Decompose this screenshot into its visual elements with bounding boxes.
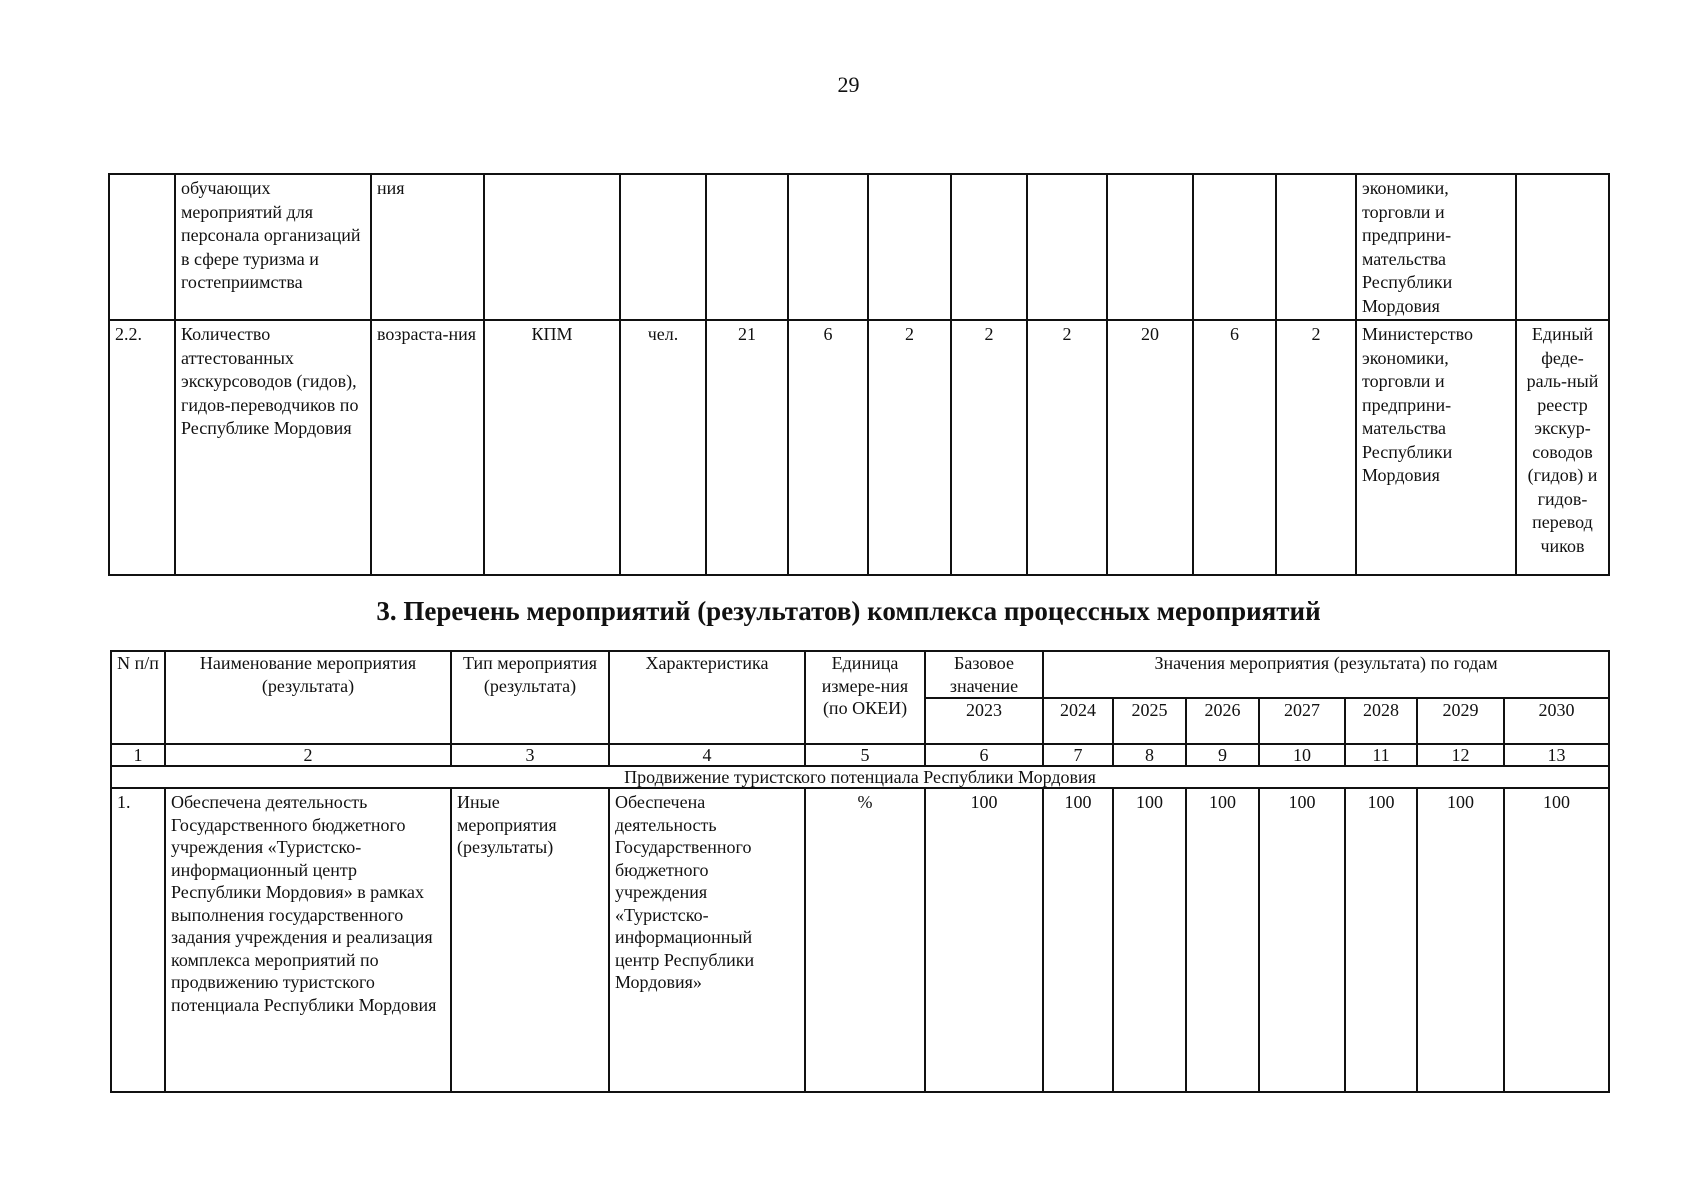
group-row (111, 766, 1609, 788)
column-number: 13 (1504, 744, 1609, 766)
group-title: Продвижение туристского потенциала Республики Мордовия (111, 766, 1609, 788)
indicator-name: Количество аттестованных экскурсоводов (гидов), гидов-переводчиков по Республике Мордовия (175, 320, 371, 575)
column-number-row (111, 744, 1609, 766)
value-cell (1027, 174, 1107, 320)
value-cell (868, 174, 951, 320)
header-year: 2025 (1113, 698, 1186, 744)
year-value: 100 (1417, 788, 1504, 1092)
value-cell: 6 (1193, 320, 1276, 575)
value-cell (1193, 174, 1276, 320)
header-base-year: 2023 (925, 698, 1043, 744)
row-number: 2.2. (109, 320, 175, 575)
indicator-type: ния (371, 174, 484, 320)
value-cell (1107, 174, 1193, 320)
header-values-by-year: Значения мероприятия (результата) по годам (1043, 651, 1609, 698)
value-cell: 20 (1107, 320, 1193, 575)
page-number: 29 (837, 72, 860, 97)
header-type: Тип мероприятия (результата) (451, 651, 609, 744)
year-value: 100 (1504, 788, 1609, 1092)
column-number: 11 (1345, 744, 1417, 766)
column-number: 3 (451, 744, 609, 766)
info-source (1516, 174, 1609, 320)
value-cell: 2 (1027, 320, 1107, 575)
header-year: 2028 (1345, 698, 1417, 744)
header-year: 2026 (1186, 698, 1259, 744)
header-unit: Единица измере-ния (по ОКЕИ) (805, 651, 925, 744)
year-value: 100 (1345, 788, 1417, 1092)
header-num: N п/п (111, 651, 165, 744)
header-base: Базовое значение (925, 651, 1043, 698)
activity-unit: % (805, 788, 925, 1092)
column-number: 6 (925, 744, 1043, 766)
value-cell (951, 174, 1027, 320)
column-number: 9 (1186, 744, 1259, 766)
year-value: 100 (1043, 788, 1113, 1092)
column-number: 8 (1113, 744, 1186, 766)
value-cell: 2 (1276, 320, 1356, 575)
header-year: 2027 (1259, 698, 1345, 744)
activities-table (110, 650, 1610, 1093)
table-row (111, 788, 1609, 1092)
indicator-type: возраста-ния (371, 320, 484, 575)
column-number: 4 (609, 744, 805, 766)
indicator-basis (484, 174, 620, 320)
responsible-body: экономики, торговли и предприни-мательства Республики Мордовия (1356, 174, 1516, 320)
column-number: 2 (165, 744, 451, 766)
row-number: 1. (111, 788, 165, 1092)
indicator-unit (620, 174, 706, 320)
header-characteristic: Характеристика (609, 651, 805, 744)
value-cell: 2 (951, 320, 1027, 575)
column-number: 12 (1417, 744, 1504, 766)
value-cell: 2 (868, 320, 951, 575)
value-cell (706, 174, 788, 320)
year-value: 100 (1186, 788, 1259, 1092)
activity-characteristic: Обеспечена деятельность Государственного бюджетного учреждения «Туристско-информационный центр Республики Мордовия» (609, 788, 805, 1092)
indicators-table-continued (108, 173, 1610, 576)
indicator-unit: чел. (620, 320, 706, 575)
year-value: 100 (1259, 788, 1345, 1092)
responsible-body: Министерство экономики, торговли и предприни-мательства Республики Мордовия (1356, 320, 1516, 575)
header-year: 2024 (1043, 698, 1113, 744)
column-number: 10 (1259, 744, 1345, 766)
activity-type: Иные мероприятия (результаты) (451, 788, 609, 1092)
info-source: Единый феде-раль-ный реестр экскур-соводов (гидов) и гидов-перевод чиков (1516, 320, 1609, 575)
base-value: 100 (925, 788, 1043, 1092)
column-number: 1 (111, 744, 165, 766)
indicator-basis: КПМ (484, 320, 620, 575)
header-year: 2029 (1417, 698, 1504, 744)
header-row (111, 651, 1609, 698)
value-cell: 6 (788, 320, 868, 575)
column-number: 5 (805, 744, 925, 766)
header-year: 2030 (1504, 698, 1609, 744)
value-cell (1276, 174, 1356, 320)
column-number: 7 (1043, 744, 1113, 766)
table-row (109, 174, 1609, 320)
activity-name: Обеспечена деятельность Государственного бюджетного учреждения «Туристско-информационный центр Республики Мордовия» в рамках выполнения государственного задания учреждения и реализация комплекса мероприятий по продвижению туристского потенциала Республики Мордовия (165, 788, 451, 1092)
value-cell (788, 174, 868, 320)
section-title: 3. Перечень мероприятий (результатов) комплекса процессных мероприятий (376, 596, 1321, 626)
table-row (109, 320, 1609, 575)
header-name: Наименование мероприятия (результата) (165, 651, 451, 744)
value-cell: 21 (706, 320, 788, 575)
indicator-name: обучающих мероприятий для персонала организаций в сфере туризма и гостеприимства (175, 174, 371, 320)
year-value: 100 (1113, 788, 1186, 1092)
row-number (109, 174, 175, 320)
